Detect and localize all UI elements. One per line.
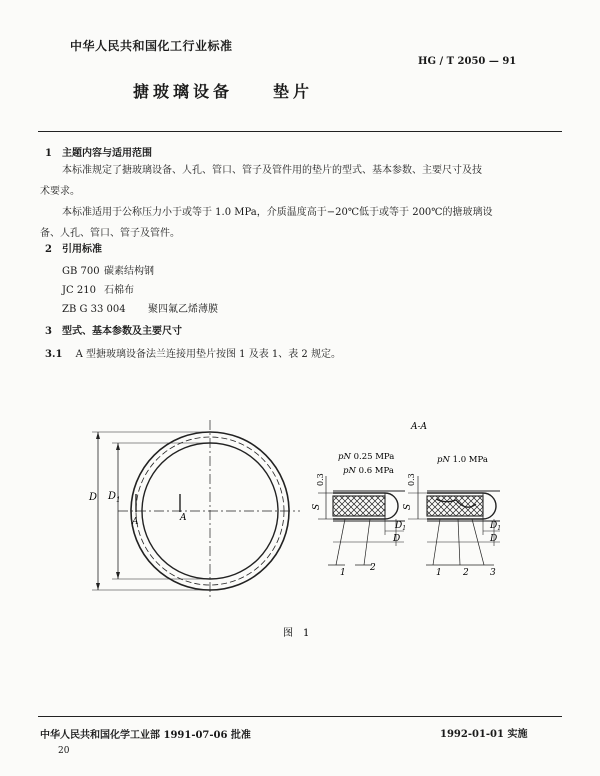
right-label-D1: $D_1$ (490, 521, 502, 532)
section-label: A-A (411, 422, 428, 432)
page-number: 20 (58, 746, 70, 756)
left-label-D1: $D_1$ (395, 521, 407, 532)
right-dim-S: S (403, 503, 413, 510)
section-3-heading: 3 型式、基本参数及主要尺寸 (45, 326, 182, 337)
subsection-number: 3.1 (45, 349, 63, 360)
label-D1: $D_1$ (108, 491, 121, 504)
right-part-2: 2 (463, 568, 469, 578)
figure-caption: 图 1 (283, 628, 310, 639)
reference-item: ZB G 33 004 聚四氟乙烯薄膜 (62, 304, 218, 315)
document-title: 搪玻璃设备 垫片 (133, 82, 314, 101)
para2-line2: 备、人孔、管口、管子及管件。 (40, 228, 180, 239)
right-dim-03: 0.3 (407, 473, 416, 486)
pn-right: pN 1.0 MPa (437, 455, 488, 465)
publisher-title: 中华人民共和国化工行业标准 (70, 39, 233, 53)
pn-left-1: pN 0.25 MPa (338, 452, 395, 462)
reference-item: JC 210 石棉布 (62, 285, 134, 296)
para1-line1: 本标准规定了搪玻璃设备、人孔、管口、管子及管件用的垫片的型式、基本参数、主要尺寸及技 (62, 165, 482, 176)
left-dim-03: 0.3 (316, 473, 325, 486)
right-gasket-core (427, 496, 483, 516)
approval-note: 中华人民共和国化学工业部 1991-07-06 批准 (40, 730, 251, 741)
reference-item: GB 700 碳素结构钢 (62, 266, 154, 277)
section-right (408, 476, 500, 565)
section-1-heading: 1 主题内容与适用范围 (45, 148, 152, 159)
left-label-D: D (393, 534, 401, 544)
right-part-3: 3 (490, 568, 496, 578)
right-label-D: D (490, 534, 498, 544)
label-D: D (89, 492, 98, 503)
cut-label-right: A (180, 513, 187, 523)
cut-label-left: A (132, 517, 139, 527)
section-left (318, 476, 405, 565)
left-dim-S: S (312, 503, 322, 510)
left-part-2: 2 (370, 563, 376, 573)
para2-line1: 本标准适用于公称压力小于或等于 1.0 MPa，介质温度高于−20℃低于或等于 200℃的搪玻璃设 (62, 207, 493, 218)
footer-divider (38, 716, 562, 717)
subsection-text: A 型搪玻璃设备法兰连接用垫片按图 1 及表 1、表 2 规定。 (75, 349, 341, 360)
gasket-front-view (92, 420, 300, 600)
para1-line2: 术要求。 (40, 186, 80, 197)
standard-code: HG / T 2050 — 91 (418, 56, 517, 67)
right-part-1: 1 (436, 568, 442, 578)
pn-left-2: pN 0.6 MPa (343, 466, 394, 476)
section-2-heading: 2 引用标准 (45, 244, 102, 255)
left-gasket-core (333, 496, 385, 516)
effective-date: 1992-01-01 实施 (440, 729, 528, 740)
left-part-1: 1 (340, 568, 346, 578)
